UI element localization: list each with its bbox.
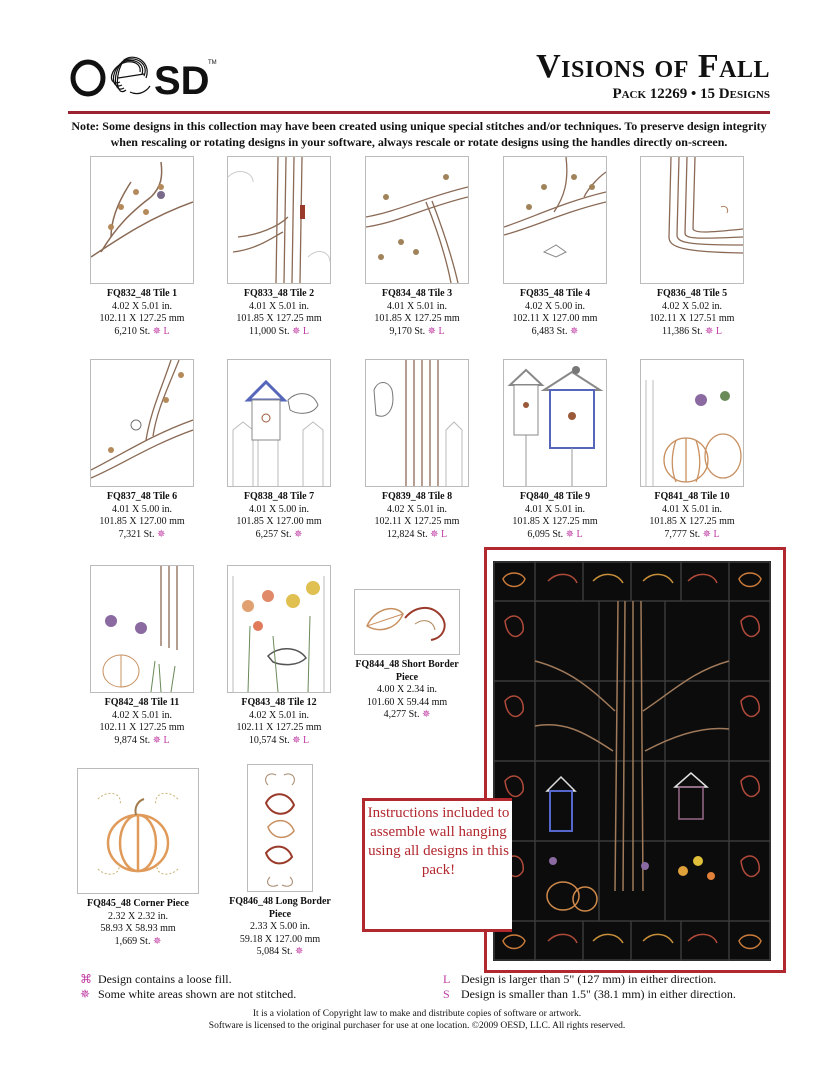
design-note: Note: Some designs in this collection may have been created using unique special stitches and/or techniques. To preserve design integrity when rescaling or rotating designs in your software, always rescale or rotate designs using the handles directly on-screen. <box>71 119 767 149</box>
legend-white-areas: ✵ Some white areas shown are not stitched. <box>80 987 297 1001</box>
tile-3-image <box>365 156 469 284</box>
tile-15-image <box>247 764 313 892</box>
tile-3-size-in: 4.01 X 5.01 in. <box>387 300 447 312</box>
copyright-footer <box>0 1008 834 1032</box>
design-tile-4 <box>502 156 608 338</box>
loose-fill-icon: ⌘ <box>80 972 92 986</box>
tile-5-image <box>640 156 744 284</box>
tile-8-image <box>365 359 469 487</box>
legend-loose-fill: ⌘ Design contains a loose fill. <box>80 972 232 986</box>
tile-13-name: FQ844_48 Short Border Piece <box>355 659 459 683</box>
tile-7-size-in: 4.01 X 5.00 in. <box>249 503 309 515</box>
tile-14-name: FQ845_48 Corner Piece <box>86 898 189 909</box>
tile-6-name: FQ837_48 Tile 6 <box>106 491 178 502</box>
tile-7-stitches: 6,257 St. ✵ <box>255 528 303 540</box>
design-tile-7 <box>226 359 332 541</box>
legend-large: L Design is larger than 5" (127 mm) in either direction. <box>443 972 717 986</box>
design-tile-15 <box>223 764 337 959</box>
tile-7-size-mm: 101.85 X 127.00 mm <box>236 516 322 527</box>
pack-title <box>536 50 770 103</box>
tile-9-stitches: 6,095 St. ✵ L <box>527 528 583 540</box>
tile-2-name: FQ833_48 Tile 2 <box>243 288 315 299</box>
tile-10-size-mm: 101.85 X 127.25 mm <box>649 516 735 527</box>
tile-15-name: FQ846_48 Long Border Piece <box>229 896 331 920</box>
design-tile-12 <box>226 565 332 747</box>
tile-8-size-in: 4.02 X 5.01 in. <box>387 503 447 515</box>
tile-12-name: FQ843_48 Tile 12 <box>241 697 317 708</box>
tile-1-image <box>90 156 194 284</box>
tile-10-name: FQ841_48 Tile 10 <box>654 491 730 502</box>
design-tile-6 <box>89 359 195 541</box>
small-design-icon: S <box>443 987 450 1001</box>
tile-1-size-in: 4.02 X 5.01 in. <box>112 300 172 312</box>
tile-5-size-in: 4.02 X 5.02 in. <box>662 300 722 312</box>
tile-10-size-in: 4.01 X 5.01 in. <box>662 503 722 515</box>
design-tile-14 <box>76 768 200 948</box>
tile-7-name: FQ838_48 Tile 7 <box>243 491 315 502</box>
tile-15-size-mm: 59.18 X 127.00 mm <box>239 933 321 945</box>
tile-9-size-mm: 101.85 X 127.25 mm <box>512 516 598 527</box>
tile-5-size-mm: 102.11 X 127.51 mm <box>649 313 735 324</box>
tile-8-name: FQ839_48 Tile 8 <box>381 491 453 502</box>
svg-text:SD: SD <box>154 59 210 102</box>
tile-3-name: FQ834_48 Tile 3 <box>381 288 453 299</box>
tile-2-size-mm: 101.85 X 127.25 mm <box>236 313 322 324</box>
tile-14-size-mm: 58.93 X 58.93 mm <box>100 923 176 934</box>
tile-14-image <box>77 768 199 894</box>
tile-6-size-in: 4.01 X 5.00 in. <box>112 503 172 515</box>
tile-14-stitches: 1,669 St. ✵ <box>114 935 162 947</box>
design-tile-11 <box>89 565 195 747</box>
tile-2-stitches: 11,000 St. ✵ L <box>249 325 309 337</box>
tile-15-size-in: 2.33 X 5.00 in. <box>250 921 310 932</box>
tile-11-image <box>90 565 194 693</box>
tile-3-size-mm: 101.85 X 127.25 mm <box>374 313 460 324</box>
tile-12-stitches: 10,574 St. ✵ L <box>248 734 310 746</box>
tile-10-stitches: 7,777 St. ✵ L <box>664 528 720 540</box>
tile-8-size-mm: 102.11 X 127.25 mm <box>374 516 460 527</box>
large-design-icon: L <box>443 972 451 986</box>
tile-11-size-mm: 102.11 X 127.25 mm <box>99 722 185 733</box>
legend-small: S Design is smaller than 1.5" (38.1 mm) in either direction. <box>443 987 736 1001</box>
tile-11-stitches: 9,874 St. ✵ L <box>114 734 170 746</box>
copyright-line-1: It is a violation of Copyright law to make and distribute copies of software or artwork. <box>252 1009 582 1019</box>
tile-9-image <box>503 359 607 487</box>
tile-12-size-mm: 102.11 X 127.25 mm <box>236 722 322 733</box>
design-tile-9 <box>502 359 608 541</box>
tile-15-stitches: 5,084 St. ✵ <box>256 946 304 957</box>
pack-subtitle: Pack 12269 • 15 Designs <box>612 86 770 102</box>
tile-2-size-in: 4.01 X 5.01 in. <box>249 300 309 312</box>
design-tile-2 <box>226 156 332 338</box>
design-tile-10 <box>639 359 745 541</box>
tile-1-size-mm: 102.11 X 127.25 mm <box>99 313 185 324</box>
white-areas-icon: ✵ <box>80 987 91 1001</box>
tile-11-size-in: 4.02 X 5.01 in. <box>112 709 172 721</box>
tile-11-name: FQ842_48 Tile 11 <box>104 697 180 708</box>
tile-1-stitches: 6,210 St. ✵ L <box>114 325 170 337</box>
tile-4-stitches: 6,483 St. ✵ <box>531 325 579 337</box>
tile-6-stitches: 7,321 St. ✵ <box>118 528 166 540</box>
design-tile-1 <box>89 156 195 338</box>
oesd-logo <box>70 52 220 102</box>
tile-4-size-mm: 102.11 X 127.00 mm <box>512 313 598 324</box>
tile-12-size-in: 4.02 X 5.01 in. <box>249 709 309 721</box>
tile-8-stitches: 12,824 St. ✵ L <box>386 528 448 540</box>
header-rule <box>68 111 770 114</box>
tile-5-stitches: 11,386 St. ✵ L <box>662 325 722 337</box>
tile-6-image <box>90 359 194 487</box>
wall-hanging-preview <box>493 561 771 961</box>
tile-9-size-in: 4.01 X 5.01 in. <box>525 503 585 515</box>
tile-13-size-in: 4.00 X 2.34 in. <box>377 684 437 695</box>
tile-12-image <box>227 565 331 693</box>
design-tile-8 <box>364 359 470 541</box>
tile-3-stitches: 9,170 St. ✵ L <box>389 325 445 337</box>
tile-2-image <box>227 156 331 284</box>
tile-10-image <box>640 359 744 487</box>
tile-9-name: FQ840_48 Tile 9 <box>519 491 591 502</box>
tile-7-image <box>227 359 331 487</box>
assembly-instructions-callout: Instructions included to assemble wall hanging using all designs in this pack! <box>362 798 512 932</box>
tile-14-size-in: 2.32 X 2.32 in. <box>108 910 168 922</box>
tile-13-stitches: 4,277 St. ✵ <box>383 709 431 720</box>
design-tile-3 <box>364 156 470 338</box>
svg-text:TM: TM <box>208 60 217 66</box>
tile-13-size-mm: 101.60 X 59.44 mm <box>366 696 448 708</box>
tile-6-size-mm: 101.85 X 127.00 mm <box>99 516 185 527</box>
design-tile-5 <box>639 156 745 338</box>
tile-4-size-in: 4.02 X 5.00 in. <box>525 300 585 312</box>
tile-4-image <box>503 156 607 284</box>
tile-13-image <box>354 589 460 655</box>
tile-1-name: FQ832_48 Tile 1 <box>106 288 178 299</box>
tile-5-name: FQ836_48 Tile 5 <box>656 288 728 299</box>
design-tile-13 <box>352 589 462 722</box>
collection-title: Visions of Fall <box>536 48 770 85</box>
tile-4-name: FQ835_48 Tile 4 <box>519 288 591 299</box>
copyright-line-2: Software is licensed to the original purchaser for use at one location. ©2009 OESD, LLC. All rights reserved. <box>208 1021 626 1031</box>
